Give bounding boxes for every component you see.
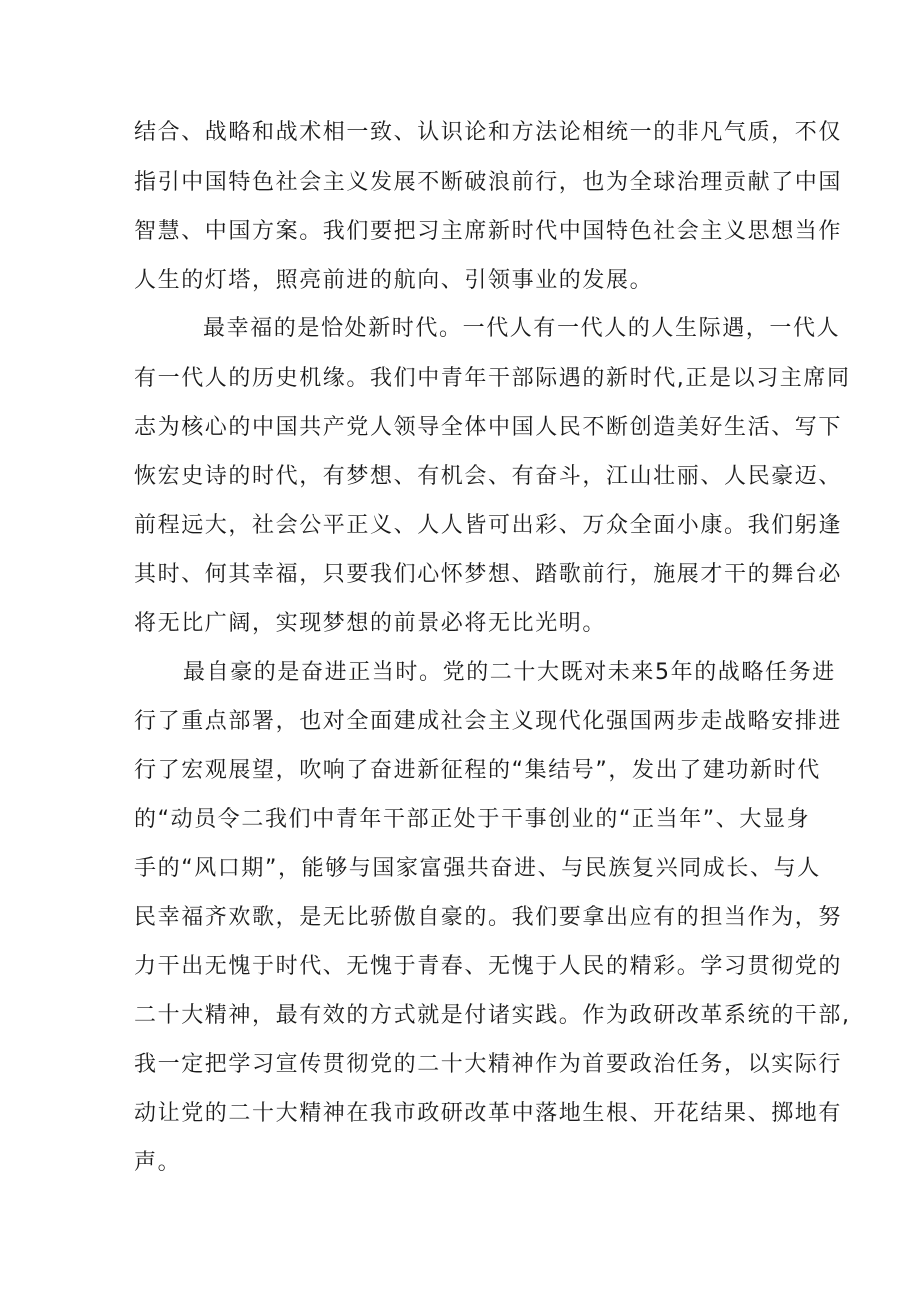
text-line: 其时、何其幸福，只要我们心怀梦想、踏歌前行，施展才干的舞台必 [134, 562, 843, 587]
text-line: 前程远大，社会公平正义、人人皆可出彩、万众全面小康。我们躬逢 [134, 513, 843, 538]
text-line: 行了重点部署，也对全面建成社会主义现代化强国两步走战略安排进 [134, 709, 843, 734]
text-line: 结合、战略和战术相一致、认识论和方法论相统一的非凡气质，不仅 [134, 120, 843, 145]
text-line: 恢宏史诗的时代，有梦想、有机会、有奋斗，江山壮丽、人民豪迈、 [134, 464, 843, 489]
text-line: 我一定把学习宣传贯彻党的二十大精神作为首要政治任务，以实际行 [134, 1052, 843, 1077]
text-line: 最自豪的是奋进正当时。党的二十大既对未来5年的战略任务进 [183, 660, 836, 685]
text-line: 民幸福齐欢歌，是无比骄傲自豪的。我们要拿出应有的担当作为，努 [134, 905, 843, 930]
text-line: 人生的灯塔，照亮前进的航向、引领事业的发展。 [134, 268, 654, 293]
text-line: 声。 [134, 1150, 182, 1175]
text-line: 指引中国特色社会主义发展不断破浪前行，也为全球治理贡献了中国 [134, 170, 843, 195]
text-line: 二十大精神，最有效的方式就是付诸实践。作为政研改革系统的干部, [134, 1003, 851, 1028]
text-line: 最幸福的是恰处新时代。一代人有一代人的人生际遇，一代人 [203, 316, 841, 341]
text-line: 志为核心的中国共产党人领导全体中国人民不断创造美好生活、写下 [134, 415, 843, 440]
text-line: 的“动员令二我们中青年干部正处于干事创业的“正当年”、大显身 [134, 807, 811, 832]
text-line: 动让党的二十大精神在我市政研改革中落地生根、开花结果、掷地有 [134, 1101, 843, 1126]
text-line: 将无比广阔，实现梦想的前景必将无比光明。 [134, 611, 607, 636]
text-line: 有一代人的历史机缘。我们中青年干部际遇的新时代,正是以习主席同 [134, 366, 851, 391]
text-line: 行了宏观展望，吹响了奋进新征程的“集结号”，发出了建功新时代 [134, 758, 821, 783]
text-line: 智慧、中国方案。我们要把习主席新时代中国特色社会主义思想当作 [134, 219, 843, 244]
text-line: 力干出无愧于时代、无愧于青春、无愧于人民的精彩。学习贯彻党的 [134, 954, 843, 979]
text-line: 手的“风口期”，能够与国家富强共奋进、与民族复兴同成长、与人 [134, 856, 821, 881]
